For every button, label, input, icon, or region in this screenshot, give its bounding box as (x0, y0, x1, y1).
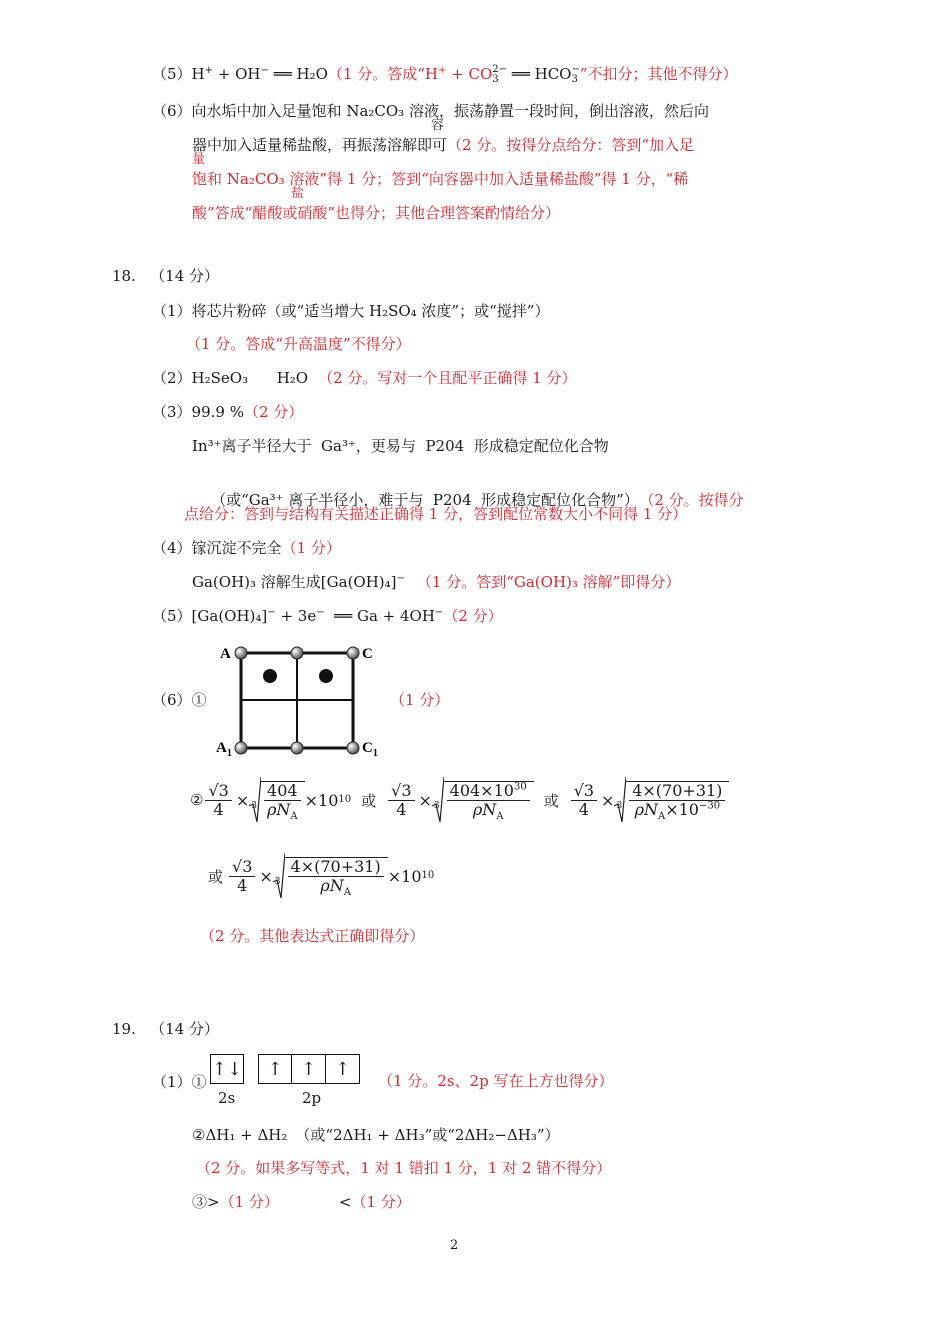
note-text: ══ HCO (507, 65, 572, 83)
q18-4-line (152, 538, 341, 558)
frac-den: 4 (237, 875, 248, 895)
note-sub: 3 (571, 74, 578, 85)
label-a1-sub: 1 (226, 748, 232, 759)
frac-num: 4×(70+31) (629, 782, 725, 801)
frac-den: 4 (213, 799, 224, 819)
answer-text: In³⁺离子半径大于 Ga³⁺，更易与 P204 形成稳定配位化合物 (192, 437, 609, 455)
inner-atom-left (263, 669, 277, 683)
formula-row-2 (208, 852, 434, 900)
answer-text: H₂SeO₃ H₂O (191, 369, 309, 387)
answer-text: 向水垢中加入足量饱和 Na₂CO₃ 溶液，振荡静置一段时间，倒出溶液，然后向 (191, 102, 709, 120)
frac-num: 404 (264, 782, 301, 801)
rho-na: ρN (472, 800, 497, 819)
page-number: 2 (450, 1238, 459, 1253)
frac-den (447, 800, 530, 823)
eq-sup: − (434, 607, 444, 618)
root-fraction (288, 857, 384, 899)
formula-4: $\frac{√3}{4}$ × 3 $\frac{4\times(70+31)}{\rho N_A}$ ×10 10 (227, 852, 434, 900)
crystal-cell-diagram (212, 640, 392, 760)
item-number: （3） (152, 403, 192, 421)
q19-2-line (192, 1125, 560, 1145)
note-text: （1 分。答成“H (327, 65, 438, 83)
sub-a: A (343, 887, 351, 899)
root-fraction (447, 781, 530, 823)
scoring-note: （2 分） (243, 403, 304, 421)
eq-sup: + (204, 65, 214, 76)
item-number: （4） (152, 539, 192, 557)
power-ten: ×10 (304, 790, 339, 810)
root-index: 3 (251, 801, 257, 811)
root-content (260, 781, 305, 823)
den-power: ×10 (665, 800, 699, 819)
orbital-2s (210, 1054, 244, 1084)
cube-root (434, 776, 534, 824)
corner-atom-c1 (347, 742, 359, 754)
eq-arrow: ══ (268, 65, 297, 83)
scoring-note: （2 分。其他表达式正确即得分） (200, 927, 425, 945)
scoring-note: （1 分。答到“Ga(OH)₃ 溶解”即得分） (416, 573, 681, 591)
note-sub: 3 (492, 74, 499, 85)
rho-na: ρN (320, 876, 344, 895)
formula-3 (569, 776, 730, 824)
note-sup: + (437, 65, 447, 76)
or-word: 或 (208, 867, 224, 886)
scoring-note: 点给分：答到与结构有关描述正确得 1 分，答到配位常数大小不同得 1 分） (184, 505, 688, 523)
q17-5-note (328, 65, 738, 83)
frac-sqrt3-over-4 (205, 782, 231, 819)
answer-text: ②ΔH₁ + ΔH₂ (192, 1126, 288, 1144)
note-text: + CO (446, 65, 493, 83)
note-sup: − (571, 64, 580, 75)
item-number: （5） (152, 65, 192, 83)
label-a1-main: A (216, 740, 227, 756)
label-c: C (362, 646, 373, 662)
times-sign: × (601, 790, 615, 810)
root-fraction (264, 781, 301, 823)
wrapped-char: 容 (431, 118, 445, 133)
rho-na: ρN (266, 800, 291, 819)
frac-sqrt3-over-4 (571, 782, 597, 819)
eq-sup: − (267, 607, 276, 618)
wrapped-char: 量 (192, 152, 206, 167)
question-number: 18. (112, 267, 136, 285)
root-content (625, 781, 729, 823)
item-number: （1）① (152, 1073, 207, 1091)
question-score: （14 分） (150, 267, 220, 285)
corner-atom-a (235, 647, 247, 659)
scoring-note: （2 分。按得分点给分：答到“加入足 (447, 136, 694, 154)
label-c1 (362, 740, 378, 759)
frac-num (447, 782, 530, 801)
scoring-note: （2 分） (443, 607, 503, 625)
eq-text: + 3e (275, 607, 317, 625)
q17-6-line2 (192, 135, 694, 155)
q18-1-line (152, 301, 549, 321)
root-fraction (629, 781, 725, 823)
label-c1-sub: 1 (372, 748, 378, 759)
frac-den: 4 (578, 799, 589, 819)
sub-a: A (290, 811, 298, 823)
question-score: （14 分） (150, 1020, 220, 1038)
times-sign: × (418, 790, 432, 810)
frac-den (629, 800, 725, 823)
sub-a: A (496, 811, 504, 823)
scoring-note: （1 分。答成“升高温度”不得分） (186, 335, 411, 353)
wrapped-char: 盐 (291, 186, 305, 201)
q18-2-line (152, 368, 577, 388)
answer-alt: （或“2ΔH₁ + ΔH₃”或“2ΔH₂−ΔH₃”） (295, 1126, 560, 1144)
q19-header (112, 1019, 219, 1039)
answer-text: < (338, 1193, 352, 1211)
power-ten: ×10 (387, 866, 422, 886)
cube-root (251, 776, 304, 824)
inner-atom-right (319, 669, 333, 683)
frac-num: √3 (205, 782, 231, 801)
answer-text: 器中加入适量稀盐酸，再振荡溶解即可 (192, 136, 448, 154)
formula-row-1 (190, 776, 729, 824)
answer-text: ③> (192, 1193, 220, 1211)
scoring-note: （1 分。2s、2p 写在上方也得分） (378, 1072, 614, 1090)
frac-sqrt3-over-4 (229, 858, 255, 895)
scoring-note: （2 分。按得分 (646, 491, 744, 509)
scoring-note: （2 分。如果多写等式，1 对 1 错扣 1 分，1 对 2 错不得分） (196, 1159, 612, 1177)
cube-root (275, 852, 388, 900)
item-number: （5） (152, 607, 192, 625)
label-2s: 2s (218, 1089, 236, 1107)
root-content (443, 781, 534, 823)
item-number: （1） (152, 302, 192, 320)
cube-root (616, 776, 729, 824)
answer-text: （或“Ga³⁺ 离子半径小，难于与 P204 形成稳定配位化合物”） (211, 491, 639, 509)
answer-sup: − (396, 573, 405, 584)
frac-num: √3 (571, 782, 597, 801)
frac-num: √3 (229, 858, 255, 877)
eq-text: ══ Ga + 4OH (324, 607, 435, 625)
label-a: A (220, 646, 231, 662)
item-number: （2） (152, 369, 192, 387)
eq-text: H (191, 65, 205, 83)
note-text: ”不扣分；其他不得分） (579, 65, 738, 83)
formula-2 (386, 776, 534, 824)
sub-item-number: ② (190, 791, 204, 809)
answer-text: 99.9 % (191, 403, 244, 421)
scoring-note: （1 分） (281, 539, 341, 557)
formula-1: $\frac{√3}{4}$ × 3 $\frac{404}{\rho N_A}$ ×10 10 (203, 776, 351, 824)
root-index: 3 (616, 801, 623, 811)
answer-text: 镓沉淀不完全 (191, 539, 282, 557)
q18-3-line (152, 402, 303, 422)
frac-sqrt3-over-4 (388, 782, 414, 819)
eq-text: [Ga(OH)₄] (191, 607, 268, 625)
q19-3-line (192, 1192, 411, 1212)
item-number: （6） (152, 102, 192, 120)
root-index: 3 (433, 801, 440, 811)
root-index: 3 (274, 877, 281, 887)
label-2p: 2p (302, 1089, 322, 1107)
scoring-note: （1 分） (351, 1193, 411, 1211)
rho-na: ρN (634, 800, 658, 819)
orbital-box: ↑↓ (210, 1054, 244, 1084)
q18-header (112, 266, 219, 286)
scoring-note: （2 分。写对一个且配平正确得 1 分） (318, 369, 577, 387)
orbital-box: ↑ (292, 1054, 326, 1084)
edge-atom-top (291, 647, 303, 659)
frac-den: 4 (396, 799, 407, 819)
times-sign: × (259, 866, 273, 886)
q17-5-line (152, 64, 738, 85)
orbital-box: ↑ (326, 1054, 360, 1084)
frac-num: 4×(70+31) (288, 858, 384, 877)
answer-text: 将芯片粉碎（或“适当增大 H₂SO₄ 浓度”；或“搅拌”） (191, 302, 550, 320)
num-text: 404×10 (449, 781, 514, 800)
eq-sup: − (260, 65, 269, 76)
scoring-note: （1 分） (390, 691, 450, 709)
answer-text: Ga(OH)₃ 溶解生成[Ga(OH)₄] (192, 573, 397, 591)
question-number: 19. (112, 1020, 136, 1038)
sub-a: A (657, 811, 666, 823)
frac-den (288, 876, 384, 899)
eq-sup: − (316, 607, 325, 618)
orbital-2p (258, 1054, 360, 1084)
scoring-note: （1 分） (219, 1193, 279, 1211)
frac-num: √3 (388, 782, 414, 801)
q18-5-line (152, 606, 503, 626)
edge-atom-bottom (291, 742, 303, 754)
times-sign: × (235, 790, 250, 810)
or-word: 或 (543, 791, 559, 810)
num-exp: 30 (513, 781, 527, 793)
scoring-note: 饱和 Na₂CO₃ 溶液”得 1 分；答到“向容器中加入适量稀盐酸”得 1 分，“稀 (192, 170, 689, 188)
corner-atom-c (347, 647, 359, 659)
eq-text: + OH (213, 65, 261, 83)
orbital-box: ↑ (258, 1054, 292, 1084)
corner-atom-a1 (235, 742, 247, 754)
label-a1 (216, 740, 232, 759)
den-exp: −30 (698, 800, 721, 812)
note-sup: 2− (492, 64, 508, 75)
q18-4-line2 (192, 572, 680, 592)
frac-den (264, 800, 301, 823)
item-number: （6）① (152, 691, 207, 709)
label-c1-main: C (362, 740, 373, 756)
scoring-note: 酸”答成“醋酸或硝酸”也得分；其他合理答案酌情给分） (192, 204, 561, 222)
or-word: 或 (361, 791, 377, 810)
eq-text: H₂O (296, 65, 328, 83)
